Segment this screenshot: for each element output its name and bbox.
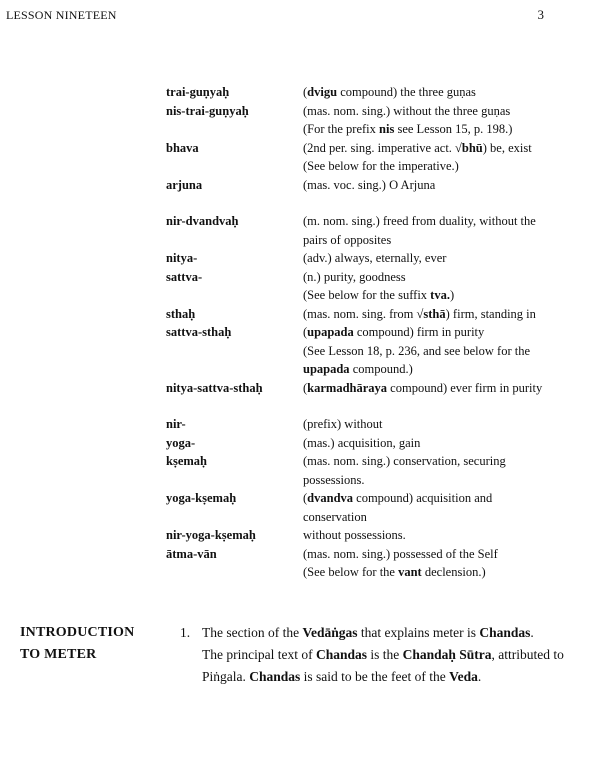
paragraph-line <box>202 622 580 644</box>
text-run: (mas. voc. sing.) O Arjuna <box>303 177 436 192</box>
definition-line <box>303 323 586 342</box>
bold-term: Chandas <box>249 669 301 684</box>
text-run: declension.) <box>421 565 486 579</box>
glossary-entry <box>166 323 586 379</box>
glossary-term: nir-dvandvaḥ <box>166 214 239 228</box>
text-run: that explains meter is <box>357 625 480 640</box>
glossary-definition <box>303 212 586 249</box>
paragraph-line <box>202 644 580 666</box>
text-run: (See below for the imperative.) <box>303 159 459 173</box>
text-run: compound) ever firm in purity <box>387 380 543 395</box>
glossary-definition <box>303 323 586 379</box>
text-run: (mas.) acquisition, gain <box>303 435 421 450</box>
glossary-entry <box>166 379 586 398</box>
text-run: The principal text of <box>202 647 316 662</box>
definition-line <box>303 471 586 490</box>
definition-line <box>303 120 586 139</box>
text-run: (prefix) without <box>303 417 383 431</box>
glossary-definition <box>303 249 586 268</box>
glossary-entry <box>166 139 586 176</box>
text-run: Piṅgala. <box>202 669 250 684</box>
definition-line <box>303 102 586 121</box>
bold-term: Chandas <box>315 647 367 662</box>
definition-line <box>303 563 586 582</box>
definition-line <box>303 176 586 195</box>
text-run: ( <box>303 380 308 395</box>
meter-paragraph <box>180 622 580 688</box>
definition-line <box>303 379 586 398</box>
bold-term: dvandva <box>307 491 354 505</box>
glossary-definition <box>303 379 586 398</box>
definition-line <box>303 157 586 176</box>
definition-line <box>303 231 586 250</box>
group-spacer <box>166 397 586 415</box>
glossary-term: nitya- <box>166 251 198 265</box>
bold-term: sthā <box>423 306 446 321</box>
bold-term: Chandas <box>479 625 531 640</box>
glossary-definition <box>303 268 586 305</box>
bold-term: Chandaḥ Sūtra <box>402 647 492 662</box>
text-run: (mas. nom. sing.) conservation, securing <box>303 454 506 468</box>
glossary-entry <box>166 249 586 268</box>
glossary-entry <box>166 434 586 453</box>
glossary-entry <box>166 452 586 489</box>
glossary-term: arjuna <box>166 177 203 192</box>
bold-term: Veda <box>449 669 478 684</box>
definition-line <box>303 545 586 564</box>
glossary-definition <box>303 83 586 102</box>
definition-line <box>303 342 586 361</box>
text-run: (See below for the <box>303 565 399 579</box>
section-heading-line-2: TO METER <box>20 647 97 662</box>
glossary-term: sthaḥ <box>166 306 196 321</box>
item-number: 1. <box>180 625 191 640</box>
text-run: (For the prefix <box>303 122 380 136</box>
text-run: possessions. <box>303 472 365 487</box>
definition-line <box>303 212 586 231</box>
bold-term: Vedāṅgas <box>302 625 358 640</box>
glossary-term: ātma-vān <box>166 546 217 561</box>
page-number: 3 <box>537 7 544 22</box>
text-run: (n.) purity, goodness <box>303 269 406 284</box>
glossary-entry <box>166 489 586 526</box>
definition-line <box>303 526 586 545</box>
text-run: conservation <box>303 509 367 524</box>
text-run: see Lesson 15, p. 198.) <box>394 122 513 136</box>
glossary-term: kṣemaḥ <box>166 454 207 468</box>
glossary-term: yoga-kṣemaḥ <box>166 491 237 505</box>
glossary-term: nir- <box>166 417 186 431</box>
glossary-definition <box>303 545 586 582</box>
definition-line <box>303 508 586 527</box>
glossary-definition <box>303 102 586 139</box>
glossary-definition <box>303 434 586 453</box>
definition-line <box>303 139 586 158</box>
glossary-entry <box>166 212 586 249</box>
group-spacer <box>166 194 586 212</box>
glossary-entry <box>166 102 586 139</box>
text-run: . <box>530 625 534 640</box>
bold-term: dvigu <box>307 85 338 99</box>
glossary-definition <box>303 489 586 526</box>
definition-line <box>303 268 586 287</box>
bold-term: nis <box>379 122 395 136</box>
bold-term: upapada <box>303 362 350 376</box>
bold-term: bhū <box>461 140 483 155</box>
glossary-entry <box>166 545 586 582</box>
definition-line <box>303 452 586 471</box>
text-run: (See Lesson 18, p. 236, and see below for the <box>303 343 531 358</box>
definition-line <box>303 415 586 434</box>
definition-line <box>303 286 586 305</box>
text-run: compound) acquisition and <box>353 491 493 505</box>
glossary-definition <box>303 139 586 176</box>
text-run: , attributed to <box>491 647 564 662</box>
glossary-definition <box>303 526 586 545</box>
text-run: is the <box>367 647 403 662</box>
text-run: ( <box>303 491 308 505</box>
text-run: (mas. nom. sing.) possessed of the Self <box>303 546 498 561</box>
text-run: (See below for the suffix <box>303 288 431 302</box>
glossary-entry <box>166 176 586 195</box>
glossary-entry <box>166 83 586 102</box>
text-run: without possessions. <box>303 528 406 542</box>
glossary-definition <box>303 176 586 195</box>
glossary-entry <box>166 268 586 305</box>
definition-line <box>303 83 586 102</box>
glossary-term: nitya-sattva-sthaḥ <box>166 380 263 395</box>
glossary-term: nir-yoga-kṣemaḥ <box>166 528 256 542</box>
text-run: . <box>477 669 482 684</box>
text-run: (m. nom. sing.) freed from duality, without the <box>303 214 536 228</box>
definition-line <box>303 249 586 268</box>
text-run: pairs of opposites <box>303 232 392 247</box>
glossary-definition <box>303 452 586 489</box>
text-run: ) be, exist <box>482 140 532 155</box>
section-heading <box>20 622 134 666</box>
glossary-term: trai-guṇyaḥ <box>166 85 230 99</box>
glossary-term: sattva- <box>166 269 203 284</box>
glossary-definition <box>303 305 586 324</box>
text-run: ( <box>303 325 308 339</box>
vocabulary-glossary <box>166 83 586 582</box>
glossary-entry <box>166 305 586 324</box>
section-heading-line-1: INTRODUCTION <box>20 625 135 640</box>
definition-line <box>303 434 586 453</box>
text-run: compound) the three guṇas <box>337 85 476 99</box>
definition-line <box>303 489 586 508</box>
definition-line <box>303 305 586 324</box>
text-run: ( <box>303 85 308 99</box>
meter-introduction <box>180 622 580 688</box>
glossary-entry <box>166 526 586 545</box>
text-run: ) <box>449 288 455 302</box>
text-run: (adv.) always, eternally, ever <box>303 251 447 265</box>
glossary-definition <box>303 415 586 434</box>
text-run: compound.) <box>349 362 413 376</box>
running-title: LESSON NINETEEN <box>6 8 117 22</box>
glossary-term: sattva-sthaḥ <box>166 325 232 339</box>
text-run: (mas. nom. sing. from √ <box>303 306 424 321</box>
text-run: The section of the <box>202 625 303 640</box>
bold-term: karmadhāraya <box>307 380 388 395</box>
text-run: compound) firm in purity <box>353 325 485 339</box>
bold-term: upapada <box>307 325 354 339</box>
definition-line <box>303 360 586 379</box>
bold-term: vant <box>398 565 422 579</box>
glossary-entry <box>166 415 586 434</box>
text-run: ) firm, standing in <box>445 306 536 321</box>
text-run: is said to be the feet of the <box>300 669 450 684</box>
text-run: (mas. nom. sing.) without the three guṇas <box>303 103 511 118</box>
text-run: (2nd per. sing. imperative act. √ <box>303 140 462 155</box>
paragraph-line <box>202 666 580 688</box>
glossary-term: bhava <box>166 140 199 155</box>
glossary-term: nis-trai-guṇyaḥ <box>166 103 249 118</box>
glossary-term: yoga- <box>166 435 196 450</box>
bold-term: tva. <box>430 288 450 302</box>
